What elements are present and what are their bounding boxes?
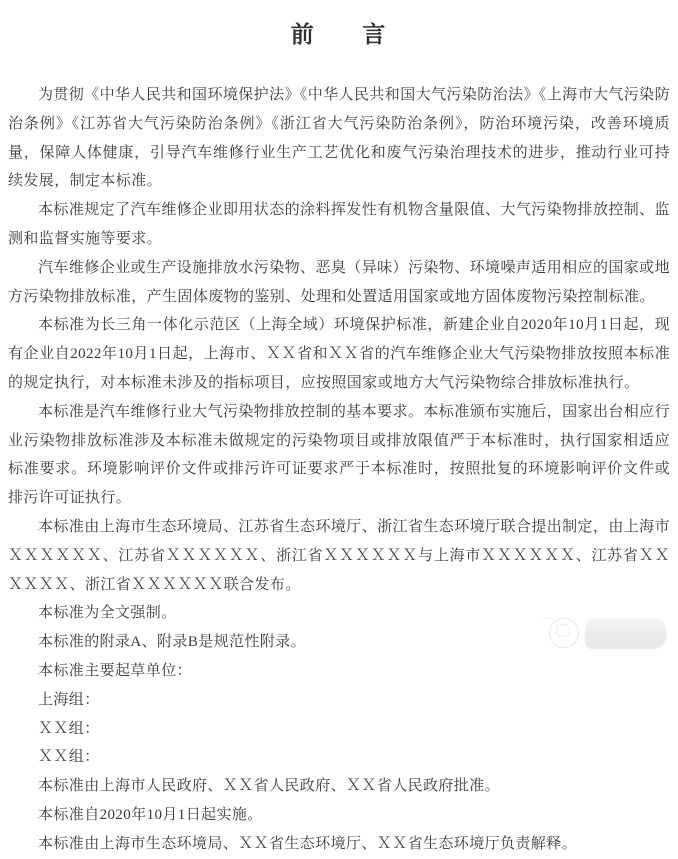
paragraph: 本标准的附录A、附录B是规范性附录。 xyxy=(38,634,307,651)
paragraph: 上海组： xyxy=(38,691,100,708)
blurred-badge xyxy=(585,619,667,649)
paragraph: 本标准规定了汽车维修企业即用状态的涂料挥发性有机物含量限值、大气污染物排放控制、监测和监督实施等要求。 xyxy=(8,202,670,247)
paragraph: ＸＸ组： xyxy=(38,720,100,737)
paragraph: 本标准为全文强制。 xyxy=(38,605,177,622)
paragraph: 本标准自2020年10月1日起实施。 xyxy=(38,806,263,823)
paragraph: 本标准主要起草单位： xyxy=(38,662,193,679)
paragraph: 本标准为长三角一体化示范区（上海全域）环境保护标准，新建企业自2020年10月1日起，现有企业自2022年10月1日起，上海市、ＸＸ省和ＸＸ省的汽车维修企业大气污染物排放按照本标准的规定执行，对本标准未涉及的指标项目，应按照国家或地方大气污染物综合排放标准执行。 xyxy=(8,317,670,391)
paragraph: 汽车维修企业或生产设施排放水污染物、恶臭（异味）污染物、环境噪声适用相应的国家或地方污染物排放标准，产生固体废物的鉴别、处理和处置适用国家或地方固体废物污染控制标准。 xyxy=(8,259,670,305)
paragraph: 本标准由上海市生态环境局、ＸＸ省生态环境厅、ＸＸ省生态环境厅负责解释。 xyxy=(38,835,578,852)
paragraph: 本标准由上海市人民政府、ＸＸ省人民政府、ＸＸ省人民政府批准。 xyxy=(38,778,501,795)
paragraph: 本标准是汽车维修行业大气污染物排放控制的基本要求。本标准颁布实施后，国家出台相应行业污染物排放标准涉及本标准未做规定的污染物项目或排放限值严于本标准时，执行国家相适应标准要求。环境影响评价文件或排污许可证要求严于本标准时，按照批复的环境影响评价文件或排污许可证执行。 xyxy=(8,403,670,507)
sketch-stamp-icon xyxy=(546,615,582,651)
watermark xyxy=(545,612,670,654)
paragraph: 本标准由上海市生态环境局、江苏省生态环境厅、浙江省生态环境厅联合提出制定，由上海市ＸＸＸＸＸＸ、江苏省ＸＸＸＸＸＸ、浙江省ＸＸＸＸＸＸ与上海市ＸＸＸＸＸＸ、江苏省ＸＸＸＸＸＸ、浙江省ＸＸＸＸＸＸ联合发布。 xyxy=(8,518,670,593)
paragraph: 为贯彻《中华人民共和国环境保护法》《中华人民共和国大气污染防治法》《上海市大气污染防治条例》《江苏省大气污染防治条例》《浙江省大气污染防治条例》，防治环境污染，改善环境质量，保障人体健康，引导汽车维修行业生产工艺优化和废气污染治理技术的进步，推动行业可持续发展，制定本标准。 xyxy=(8,87,670,190)
paragraph: ＸＸ组： xyxy=(38,749,100,766)
page-title: 前 言 xyxy=(290,22,388,47)
